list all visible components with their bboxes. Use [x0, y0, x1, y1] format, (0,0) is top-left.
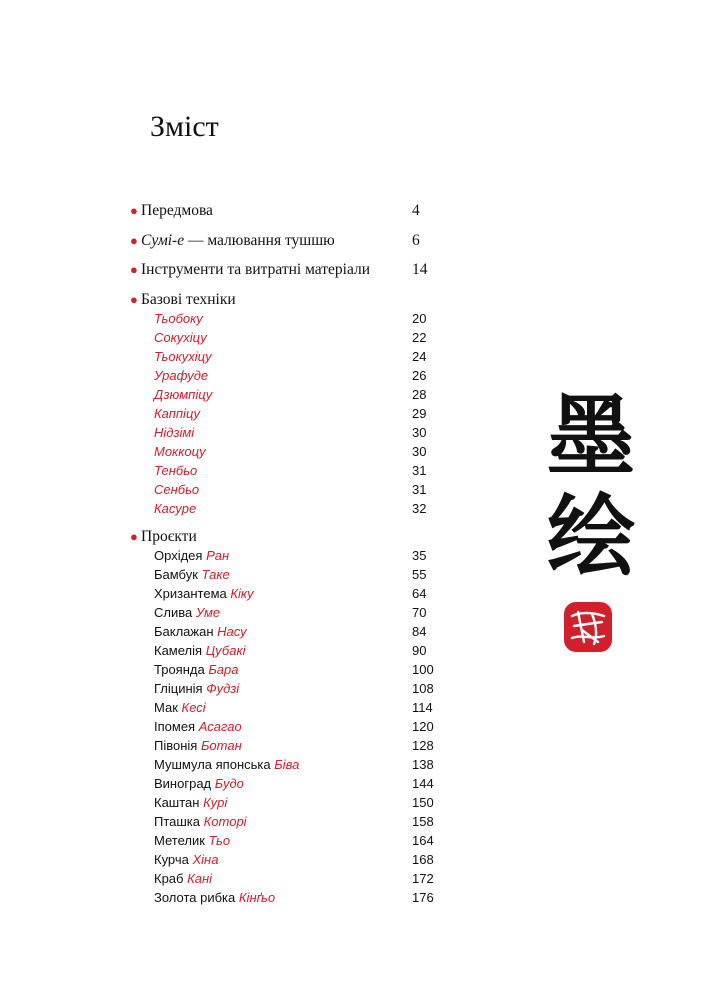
project-name-ua: Мушмула японська [154, 757, 271, 772]
toc-technique-item[interactable] [130, 330, 452, 345]
toc-entry-label-rest: — малювання тушшю [184, 232, 335, 249]
project-page: 172 [412, 871, 434, 886]
toc-project-item[interactable] [130, 738, 452, 753]
project-name [130, 738, 412, 753]
technique-name: Каппіцу [154, 406, 201, 421]
technique-name: Моккоцу [154, 444, 206, 459]
toc-entry-label: Інструменти та витратні матеріали [141, 261, 371, 278]
project-name-ua: Золота рибка [154, 890, 236, 905]
bullet-icon: ● [130, 262, 138, 277]
technique-page: 20 [412, 311, 427, 326]
project-name-ua: Пташка [154, 814, 201, 829]
technique-page: 31 [412, 482, 427, 497]
project-name-ua: Хризантема [154, 586, 227, 601]
toc-section-label: Проєкти [141, 528, 197, 545]
project-page: 168 [412, 852, 434, 867]
project-name [130, 814, 412, 829]
project-page: 128 [412, 738, 434, 753]
project-name-jp: Кесі [181, 700, 206, 715]
project-name-ua: Краб [154, 871, 184, 886]
toc-project-item[interactable] [130, 833, 452, 848]
technique-name: Урафуде [154, 368, 209, 383]
toc-project-item[interactable] [130, 871, 452, 886]
project-name [130, 719, 412, 734]
project-name-ua: Іпомея [154, 719, 196, 734]
project-name [130, 624, 412, 639]
toc-project-item[interactable] [130, 605, 452, 620]
toc-project-item[interactable] [130, 852, 452, 867]
toc-project-item[interactable] [130, 662, 452, 677]
project-name [130, 890, 412, 905]
technique-page: 30 [412, 444, 427, 459]
technique-name: Тьокухіцу [154, 349, 212, 364]
project-page: 55 [412, 567, 427, 582]
project-name [130, 871, 412, 886]
project-name [130, 757, 412, 772]
project-page: 100 [412, 662, 434, 677]
technique-name: Тьобоку [154, 311, 203, 326]
project-name-jp: Которі [203, 814, 247, 829]
technique-name: Тенбьо [154, 463, 198, 478]
toc-project-item[interactable] [130, 643, 452, 658]
project-name [130, 586, 412, 601]
technique-name: Сенбьо [154, 482, 200, 497]
project-name-ua: Орхідея [154, 548, 203, 563]
toc-project-item[interactable] [130, 586, 452, 601]
project-name-jp: Цубакі [205, 643, 246, 658]
toc-entry-page: 4 [412, 202, 420, 219]
project-name-ua: Слива [154, 605, 193, 620]
toc-project-item[interactable] [130, 795, 452, 810]
project-page: 90 [412, 643, 427, 658]
project-name-ua: Півонія [154, 738, 198, 753]
toc-entry-sumie[interactable] [130, 232, 452, 250]
project-name-jp: Хіна [192, 852, 219, 867]
toc-entry-label [141, 232, 412, 250]
project-name-jp: Тьо [208, 833, 231, 848]
toc-project-item[interactable] [130, 814, 452, 829]
project-name [130, 643, 412, 658]
project-name-ua: Гліцинія [154, 681, 203, 696]
toc-entry-label: Передмова [141, 202, 213, 219]
project-name-ua: Камелія [154, 643, 203, 658]
toc-entry-page: 6 [412, 232, 420, 249]
project-name-jp: Кінґьо [238, 890, 276, 905]
project-name-jp: Асагао [198, 719, 242, 734]
project-name-ua: Троянда [154, 662, 205, 677]
toc-entry-page: 14 [412, 261, 428, 278]
toc-technique-item[interactable] [130, 387, 452, 402]
red-seal-stamp-icon [562, 600, 614, 654]
toc-technique-item[interactable] [130, 444, 452, 459]
project-name-jp: Курі [203, 795, 228, 810]
toc-technique-item[interactable] [130, 425, 452, 440]
project-name-jp: Уме [195, 605, 221, 620]
project-name-ua: Каштан [154, 795, 200, 810]
project-page: 164 [412, 833, 434, 848]
project-page: 70 [412, 605, 427, 620]
project-page: 144 [412, 776, 434, 791]
project-name-jp: Будо [214, 776, 244, 791]
toc-section-projects[interactable] [130, 528, 452, 546]
project-name-jp: Кані [187, 871, 213, 886]
bullet-icon: ● [130, 529, 138, 544]
project-name [130, 700, 412, 715]
toc-project-item[interactable] [130, 890, 452, 905]
toc-technique-item[interactable] [130, 406, 452, 421]
technique-page: 31 [412, 463, 427, 478]
toc-project-item[interactable] [130, 719, 452, 734]
technique-name: Нідзімі [154, 425, 195, 440]
toc-project-item[interactable] [130, 548, 452, 563]
technique-name: Сокухіцу [154, 330, 207, 345]
project-name [130, 681, 412, 696]
project-name-jp: Кіку [230, 586, 254, 601]
project-name [130, 548, 412, 563]
project-name-jp: Біва [274, 757, 300, 772]
technique-page: 29 [412, 406, 427, 421]
toc-entry-tools[interactable] [130, 261, 452, 279]
toc-project-item[interactable] [130, 567, 452, 582]
project-page: 138 [412, 757, 434, 772]
page-title: Зміст [150, 110, 219, 143]
technique-page: 22 [412, 330, 427, 345]
project-page: 120 [412, 719, 434, 734]
project-page: 35 [412, 548, 427, 563]
project-name [130, 567, 412, 582]
toc-technique-item[interactable] [130, 311, 452, 326]
project-name-ua: Баклажан [154, 624, 214, 639]
toc-project-item[interactable] [130, 700, 452, 715]
project-page: 150 [412, 795, 434, 810]
bullet-icon: ● [130, 292, 138, 307]
project-name [130, 795, 412, 810]
toc-project-item[interactable] [130, 776, 452, 791]
technique-name: Дзюмпіцу [154, 387, 213, 402]
project-page: 108 [412, 681, 434, 696]
toc-entry-foreword[interactable] [130, 202, 452, 220]
toc-section-label: Базові техніки [141, 291, 236, 308]
project-name-ua: Курча [154, 852, 189, 867]
toc-technique-item[interactable] [130, 482, 452, 497]
project-name-ua: Метелик [154, 833, 205, 848]
technique-page: 30 [412, 425, 427, 440]
bullet-icon: ● [130, 203, 138, 218]
technique-page: 32 [412, 501, 427, 516]
project-name-jp: Насу [217, 624, 247, 639]
table-of-contents [130, 0, 460, 1000]
project-name [130, 852, 412, 867]
project-page: 176 [412, 890, 434, 905]
technique-name: Касуре [154, 501, 197, 516]
project-name [130, 605, 412, 620]
technique-page: 28 [412, 387, 427, 402]
project-name [130, 662, 412, 677]
project-name [130, 833, 412, 848]
project-name-ua: Виноград [154, 776, 212, 791]
project-name-jp: Фудзі [206, 681, 240, 696]
calligraphy-char-ink: 墨 [546, 384, 635, 488]
project-name [130, 776, 412, 791]
project-name-ua: Бамбук [154, 567, 198, 582]
toc-section-basic-techniques[interactable] [130, 291, 452, 309]
project-name-jp: Таке [201, 567, 230, 582]
technique-page: 24 [412, 349, 427, 364]
toc-technique-item[interactable] [130, 368, 452, 383]
toc-project-item[interactable] [130, 681, 452, 696]
project-page: 84 [412, 624, 427, 639]
project-page: 158 [412, 814, 434, 829]
toc-entry-label-italic: Сумі-е [141, 232, 185, 249]
calligraphy-char-painting: 绘 [546, 484, 635, 588]
technique-page: 26 [412, 368, 427, 383]
bullet-icon: ● [130, 233, 138, 248]
project-page: 114 [412, 700, 433, 715]
toc-technique-item[interactable] [130, 463, 452, 478]
toc-technique-item[interactable] [130, 501, 452, 516]
project-page: 64 [412, 586, 427, 601]
toc-technique-item[interactable] [130, 349, 452, 364]
toc-project-item[interactable] [130, 757, 452, 772]
toc-project-item[interactable] [130, 624, 452, 639]
project-name-jp: Бара [208, 662, 239, 677]
project-name-ua: Мак [154, 700, 178, 715]
project-name-jp: Ботан [200, 738, 242, 753]
project-name-jp: Ран [206, 548, 230, 563]
